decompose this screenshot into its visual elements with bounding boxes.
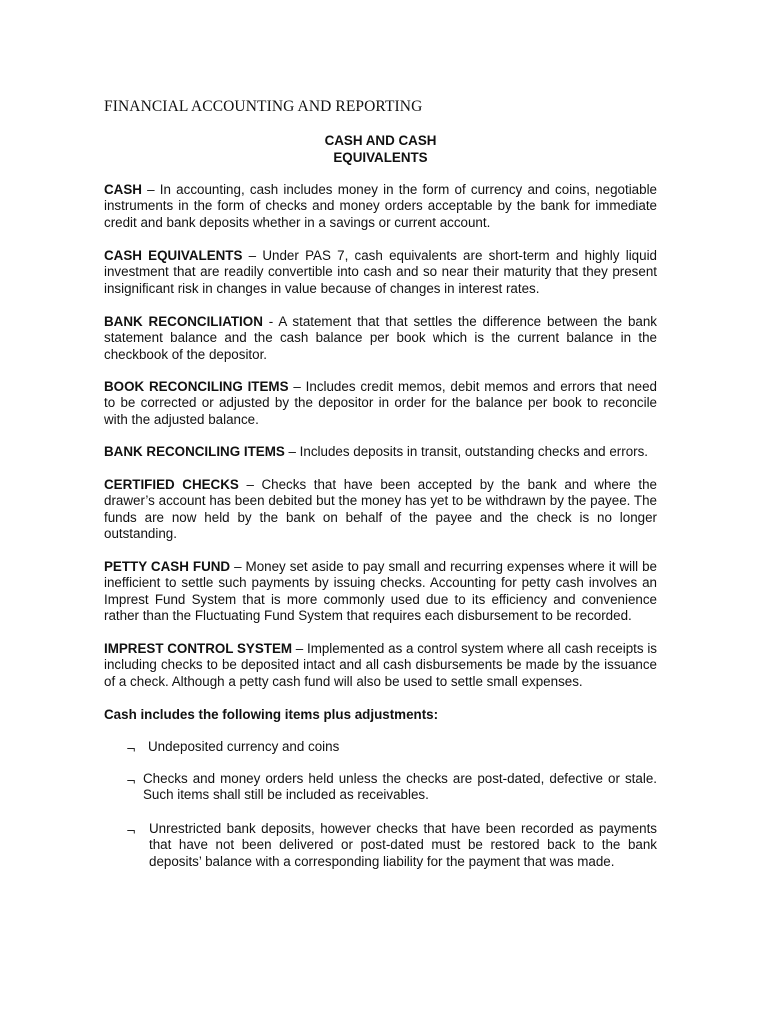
bullet-marker-icon: ¬	[126, 824, 137, 838]
bullet-marker-icon: ¬	[126, 742, 137, 756]
definition-text: – Includes credit memos, debit memos and errors that need to be corrected or adjusted by the depositor in order for the balance per book to reconcile with the adjusted balance.	[104, 379, 657, 427]
items-heading: Cash includes the following items plus adjustments:	[104, 707, 439, 722]
title-line-1: CASH AND CASH	[324, 133, 437, 148]
definition-term: BOOK RECONCILING ITEMS	[104, 379, 289, 394]
definition-text: – Checks that have been accepted by the bank and where the drawer’s account has been debited but the money has yet to be withdrawn by the payee. The funds are now held by the bank on behalf of the payee and the check is no longer outstanding.	[104, 477, 657, 542]
list-item: Undeposited currency and coins	[148, 739, 340, 754]
list-item-text: Checks and money orders held unless the checks are post-dated, defective or stale. Such items shall still be included as receivables.	[143, 771, 657, 803]
definition-book-reconciling-items	[104, 379, 657, 428]
definition-text: – Under PAS 7, cash equivalents are short-term and highly liquid investment that are readily convertible into cash and so near their maturity that they present insignificant risk in changes in value because of changes in interest rates.	[104, 248, 657, 296]
document-header: FINANCIAL ACCOUNTING AND REPORTING	[104, 98, 423, 115]
definition-bank-reconciliation	[104, 314, 657, 363]
list-item: Unrestricted bank deposits, however checks that have been recorded as payments that have not been delivered or post-dated must be restored back to the bank deposits’ balance with a corresponding liability for the payment that was made.	[149, 821, 657, 869]
definition-bank-reconciling-items	[104, 444, 657, 460]
definition-term: CASH EQUIVALENTS	[104, 248, 243, 263]
definition-text: – Includes deposits in transit, outstanding checks and errors.	[284, 444, 649, 459]
bullet-marker-icon: ¬	[126, 774, 137, 788]
definition-text: – Implemented as a control system where all cash receipts is including checks to be deposited intact and all cash disbursements be made by the issuance of a check. Although a petty cash fund will also be used to settle small expenses.	[104, 641, 657, 689]
definition-text: - A statement that that settles the difference between the bank statement balance and the cash balance per book which is the current balance in the checkbook of the depositor.	[104, 314, 658, 362]
definition-cash-equivalents	[104, 248, 657, 297]
definition-text: – In accounting, cash includes money in the form of currency and coins, negotiable instruments in the form of checks and money orders acceptable by the bank for immediate credit and bank deposits whether in a savings or current account.	[104, 182, 657, 230]
definition-term: BANK RECONCILING ITEMS	[104, 444, 285, 459]
list-item	[143, 771, 657, 804]
definition-cash	[104, 182, 657, 231]
definition-term: CASH	[104, 182, 142, 197]
definition-text: – Money set aside to pay small and recurring expenses where it will be inefficient to settle such payments by issuing checks. Accounting for petty cash involves an Imprest Fund System that is more commonly used due to its efficiency and convenience rather than the Fluctuating Fund System that requires each disbursement to be recorded.	[104, 559, 657, 624]
definition-term: CERTIFIED CHECKS	[104, 477, 239, 492]
definition-imprest-control-system	[104, 641, 657, 690]
definition-term: PETTY CASH FUND	[104, 559, 231, 574]
title-line-2: EQUIVALENTS	[333, 149, 428, 165]
document-title	[104, 133, 657, 166]
definition-term: IMPREST CONTROL SYSTEM	[104, 641, 293, 656]
definition-petty-cash-fund	[104, 559, 657, 625]
definition-term: BANK RECONCILIATION	[104, 314, 263, 329]
definition-certified-checks	[104, 477, 657, 543]
